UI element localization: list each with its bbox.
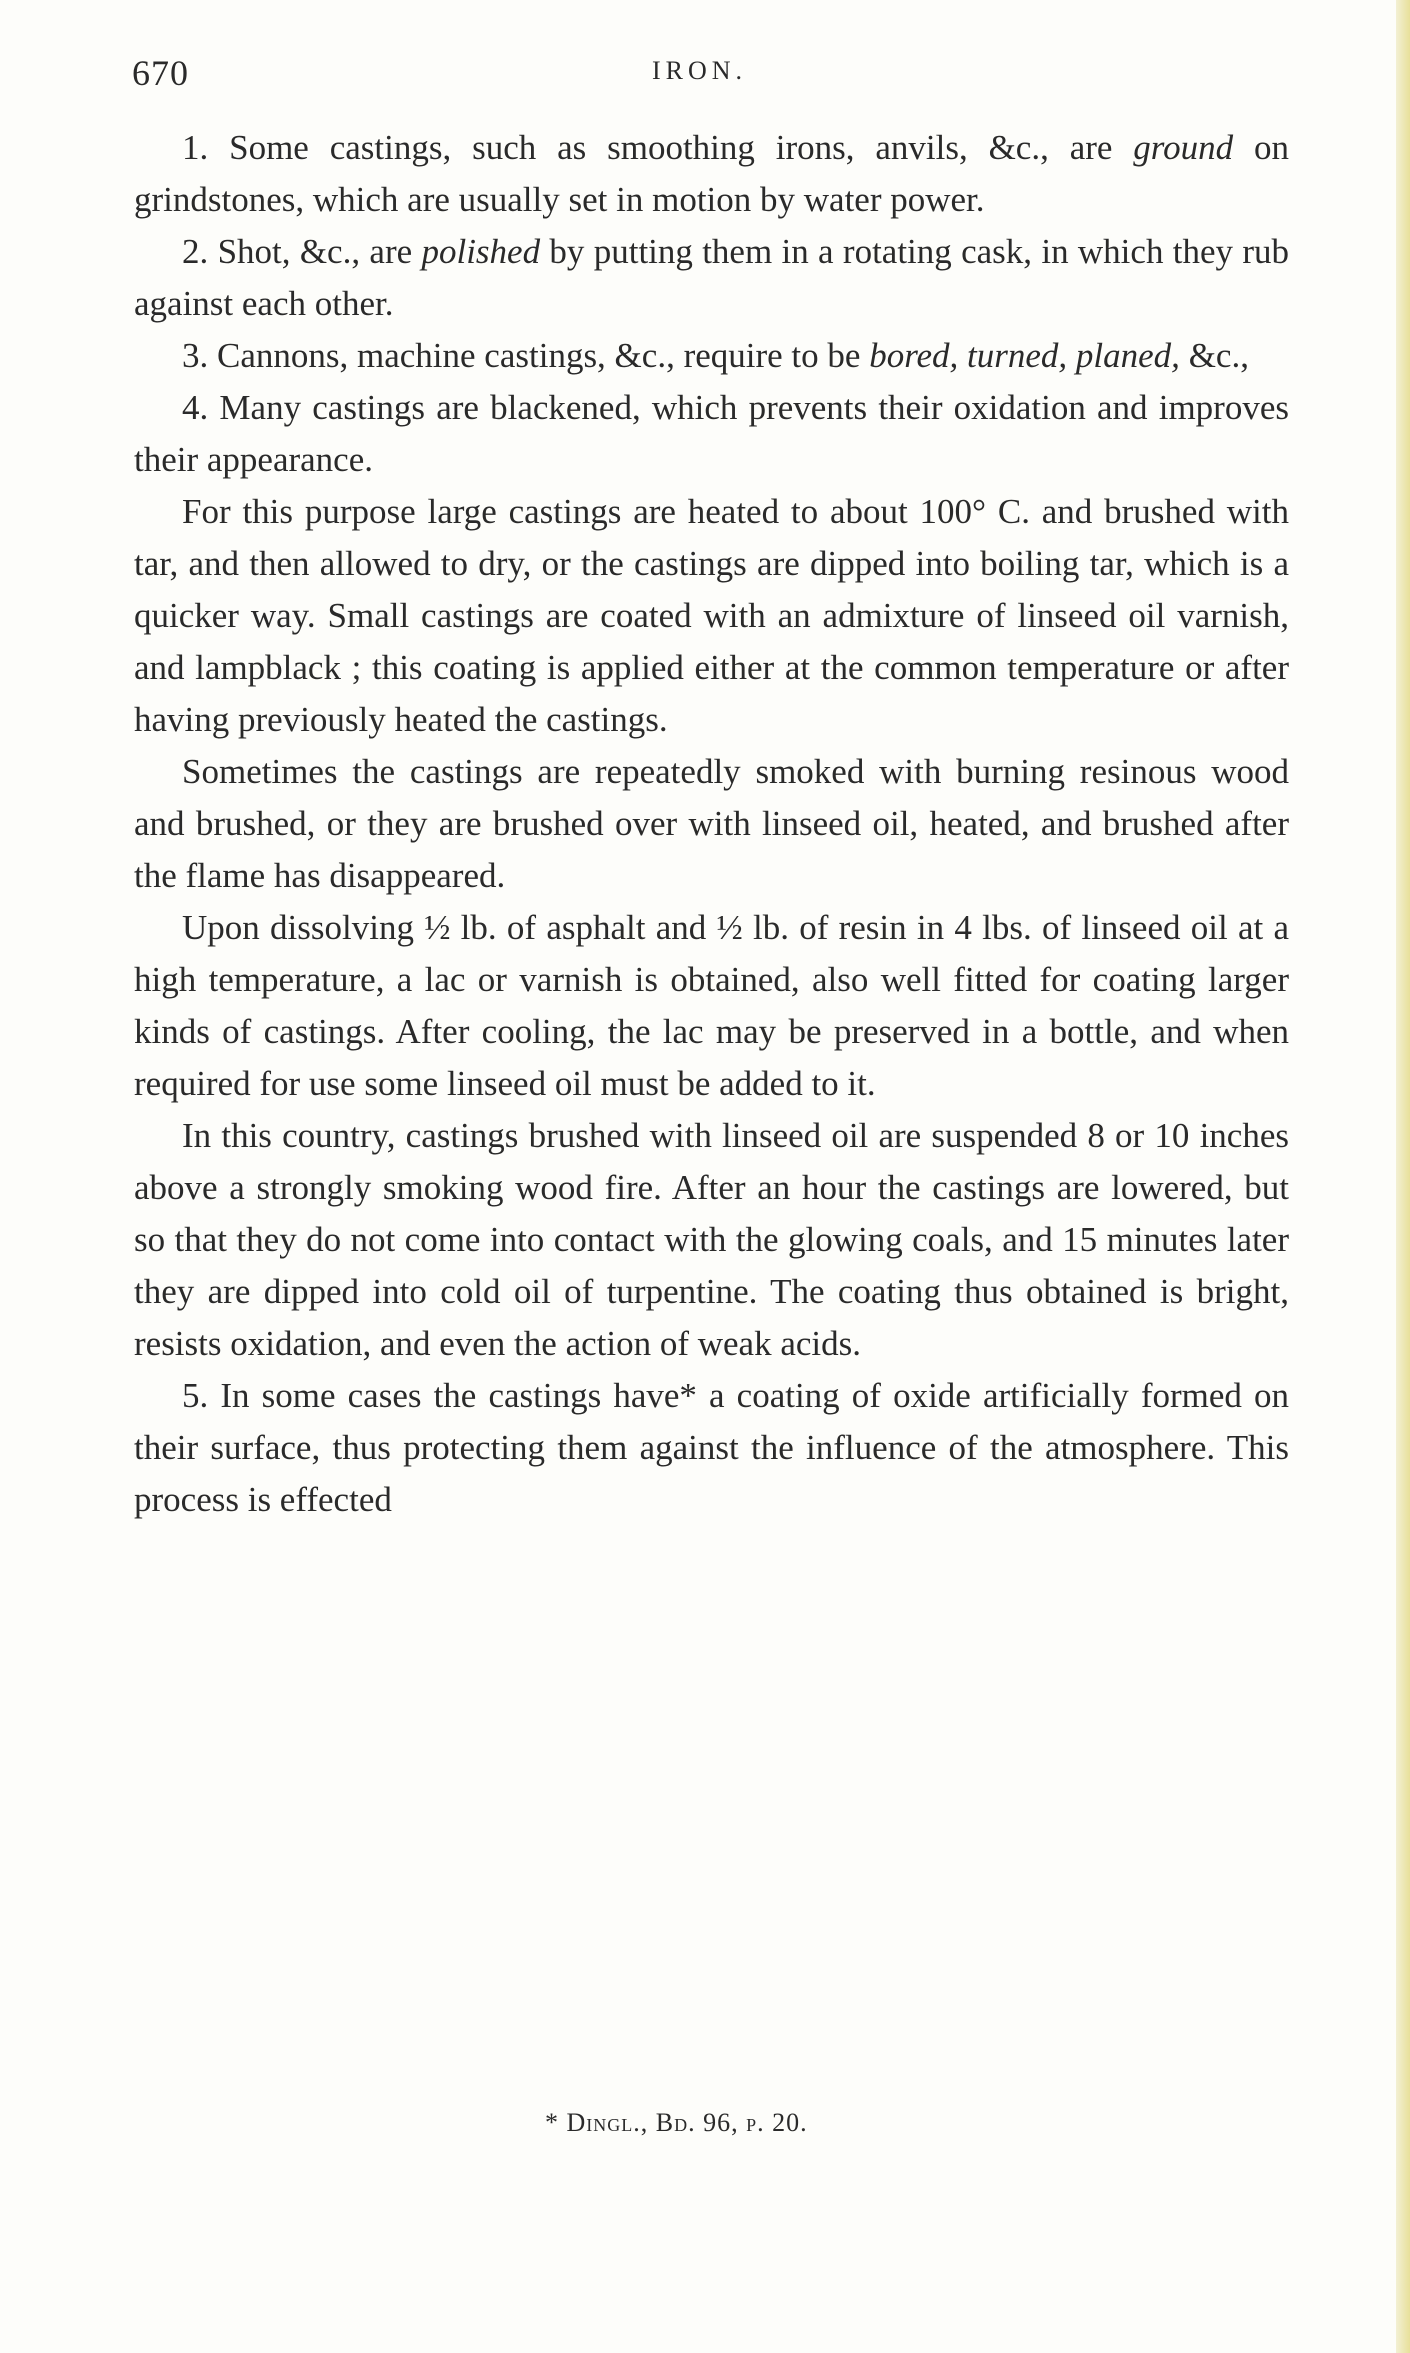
paragraph-smoking: Sometimes the castings are repeatedly smoked with burning resinous wood and brushed, or they are brushed over with linseed oil, heated, and brushed after the flame has disappeared. — [134, 752, 1289, 895]
footnote — [545, 2108, 808, 2138]
paragraph-item-5: 5. In some cases the castings have* a coating of oxide artificially formed on their surface, thus protecting them against the influence of the atmosphere. This process is effected — [134, 1376, 1289, 1519]
running-head: IRON. — [652, 56, 748, 85]
paragraph-item-4: 4. Many castings are blackened, which prevents their oxidation and improves their appearance. — [134, 388, 1289, 479]
paragraph-item-3: 3. Cannons, machine castings, &c., require to be bored, turned, planed, &c., — [182, 336, 1249, 375]
paragraph-tar-coating: For this purpose large castings are heated to about 100° C. and brushed with tar, and then allowed to dry, or the castings are dipped into boiling tar, which is a quicker way. Small castings are coated with an admixture of linseed oil varnish, and lampblack ; this coating is applied either at the common temperature or after having previously heated the castings. — [134, 492, 1289, 739]
emphasis-bored-turned-planed: bored, turned, planed, — [869, 336, 1180, 375]
paragraph-item-2: 2. Shot, &c., are polished by putting them in a rotating cask, in which they rub against each other. — [134, 232, 1289, 323]
page-number: 670 — [132, 53, 189, 93]
paragraph-item-1: 1. Some castings, such as smoothing irons, anvils, &c., are ground on grindstones, which are usually set in motion by water power. — [134, 128, 1289, 219]
emphasis-polished: polished — [421, 232, 541, 271]
footnote-marker: * — [545, 2108, 559, 2137]
page-edge — [1396, 0, 1410, 2353]
footnote-text: Dingl., Bd. 96, p. 20. — [566, 2108, 808, 2137]
emphasis-ground: ground — [1133, 128, 1234, 167]
body-text — [134, 122, 1289, 1526]
paragraph-this-country: In this country, castings brushed with linseed oil are suspended 8 or 10 inches above a strongly smoking wood fire. After an hour the castings are lowered, but so that they do not come into contact with the glowing coals, and 15 minutes later they are dipped into cold oil of turpentine. The coating thus obtained is bright, resists oxidation, and even the action of weak acids. — [134, 1116, 1289, 1363]
paragraph-asphalt-lac: Upon dissolving ½ lb. of asphalt and ½ lb. of resin in 4 lbs. of linseed oil at a high temperature, a lac or varnish is obtained, also well fitted for coating larger kinds of castings. After cooling, the lac may be preserved in a bottle, and when required for use some linseed oil must be added to it. — [134, 908, 1289, 1103]
page-header — [132, 52, 1292, 102]
